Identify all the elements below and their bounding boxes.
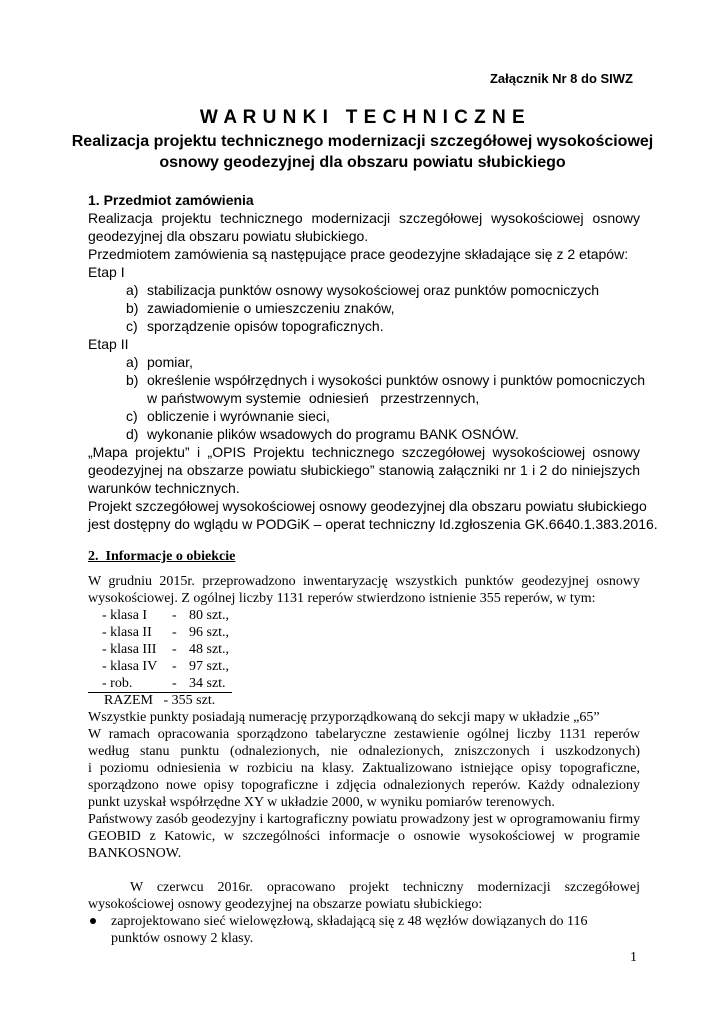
section2-heading: 2. Informacje o obiekcie: [88, 549, 236, 564]
bullet-item-line1: zaprojektowano sieć wielowęzłową, składającą się z 48 węzłów dowiązanych do 116: [111, 914, 588, 929]
etap2-item-continuation: w państwowym systemie odniesień przestrzennych,: [147, 390, 480, 406]
class-label: - klasa I: [102, 608, 148, 623]
etap1-item: stabilizacja punktów osnowy wysokościowej oraz punktów pomocniczych: [147, 282, 600, 298]
etap1-item: sporządzenie opisów topograficznych.: [147, 318, 384, 334]
section1-p4-line2: jest dostępny do wglądu w PODGiK – operat techniczny Id.zgłoszenia GK.6640.1.383.2016.: [88, 516, 658, 532]
section2-p2: Wszystkie punkty posiadają numerację przyporządkowaną do sekcji mapy w układzie „65”: [88, 710, 600, 725]
class-separator: -: [172, 642, 177, 657]
etap2-marker: d): [126, 426, 139, 442]
section2-p4-line3: BANKOSNOW.: [88, 846, 182, 861]
class-label: - rob.: [102, 676, 133, 691]
bullet-item-line2: punktów osnowy 2 klasy.: [111, 931, 254, 946]
class-count: 80 szt.,: [189, 608, 230, 623]
etap1-label: Etap I: [88, 264, 125, 280]
etap2-item: określenie współrzędnych i wysokości punktów osnowy i punktów pomocniczych: [147, 372, 646, 388]
etap2-marker: c): [126, 408, 138, 424]
section1-p2: Przedmiotem zamówienia są następujące prace geodezyjne składające się z 2 etapów:: [88, 246, 629, 262]
section1-p3-line3: warunków technicznych.: [88, 480, 240, 496]
class-separator: -: [172, 659, 177, 674]
class-total: RAZEM - 355 szt.: [104, 693, 216, 708]
etap1-item: zawiadomienie o umieszczeniu znaków,: [147, 300, 395, 316]
class-label: - klasa II: [102, 625, 152, 640]
section2-p3-line3: i poziomu odniesienia w rozbiciu na klasy. Zaktualizowano istniejące opisy topograficzne,: [88, 761, 640, 776]
bullet-icon: [90, 918, 96, 924]
section1-p4-line1: Projekt szczegółowej wysokościowej osnowy geodezyjnej dla obszaru powiatu słubickiego: [88, 498, 647, 514]
page-subtitle-line1: Realizacja projektu technicznego modernizacji szczegółowej wysokościowej: [71, 133, 654, 150]
section2-p5-line1: W czerwcu 2016r. opracowano projekt techniczny modernizacji szczegółowej: [130, 880, 640, 895]
section2-p3-line1: W ramach opracowania sporządzono tabelaryczne zestawienie ogólnej liczby 1131 reperów: [88, 727, 640, 742]
class-separator: -: [172, 676, 177, 691]
section2-p3-line5: punkt uzyskał współrzędne XY w układzie 2000, w wyniku pomiarów terenowych.: [88, 795, 555, 810]
class-count: 97 szt.,: [189, 659, 230, 674]
page-subtitle-line2: osnowy geodezyjnej dla obszaru powiatu słubickiego: [159, 154, 566, 171]
class-separator: -: [172, 608, 177, 623]
section1-heading: 1. Przedmiot zamówienia: [88, 192, 254, 208]
class-separator: -: [172, 625, 177, 640]
class-label: - klasa III: [102, 642, 157, 657]
section2-p4-line2: GEOBID z Katowic, w szczególności informacje o osnowie wysokościowej w programie: [88, 829, 640, 844]
section1-p3-line2: geodezyjnej na obszarze powiatu słubickiego” stanowią załączniki nr 1 i 2 do niniejszych: [88, 462, 640, 478]
section2-p3-line4: sporządzono nowe opisy topograficzne i zdjęcia odnalezionych reperów. Każdy odnaleziony: [88, 778, 640, 793]
section2-p1-line2: wysokościowej. Z ogólnej liczby 1131 reperów stwierdzono istnienie 355 reperów, w tym:: [88, 591, 596, 606]
etap2-item: pomiar,: [147, 354, 193, 370]
page-number: 1: [630, 950, 637, 965]
etap1-marker: b): [126, 300, 139, 316]
section1-p3-line1: „Mapa projektu” i „OPIS Projektu technicznego szczegółowej wysokościowej osnowy: [88, 444, 640, 460]
etap2-marker: b): [126, 372, 139, 388]
class-label: - klasa IV: [102, 659, 158, 674]
section2-p5-line2: wysokościowej osnowy geodezyjnej na obszarze powiatu słubickiego:: [88, 897, 483, 912]
etap2-item: wykonanie plików wsadowych do programu BANK OSNÓW.: [147, 426, 519, 442]
section2-p4-line1: Państwowy zasób geodezyjny i kartograficzny powiatu prowadzony jest w oprogramowaniu firmy: [88, 812, 641, 827]
etap1-marker: a): [126, 282, 139, 298]
etap1-marker: c): [126, 318, 138, 334]
etap2-label: Etap II: [88, 336, 129, 352]
class-count: 34 szt.: [189, 676, 226, 691]
class-count: 48 szt.,: [189, 642, 230, 657]
section1-p1-line2: geodezyjnej dla obszaru powiatu słubickiego.: [88, 228, 369, 244]
etap2-item: obliczenie i wyrównanie sieci,: [147, 408, 330, 424]
attachment-label: Załącznik Nr 8 do SIWZ: [489, 71, 633, 86]
section1-p1-line1: Realizacja projektu technicznego modernizacji szczegółowej wysokościowej osnowy: [88, 210, 640, 226]
section2-p3-line2: według stanu punktu (odnalezionych, nie odnalezionych, zniszczonych i uszkodzonych): [88, 744, 640, 759]
page-title: W A R U N K I T E C H N I C Z N E: [199, 107, 526, 128]
class-count: 96 szt.,: [189, 625, 230, 640]
etap2-marker: a): [126, 354, 139, 370]
section2-p1-line1: W grudniu 2015r. przeprowadzono inwentaryzację wszystkich punktów geodezyjnej osnowy: [88, 574, 640, 589]
